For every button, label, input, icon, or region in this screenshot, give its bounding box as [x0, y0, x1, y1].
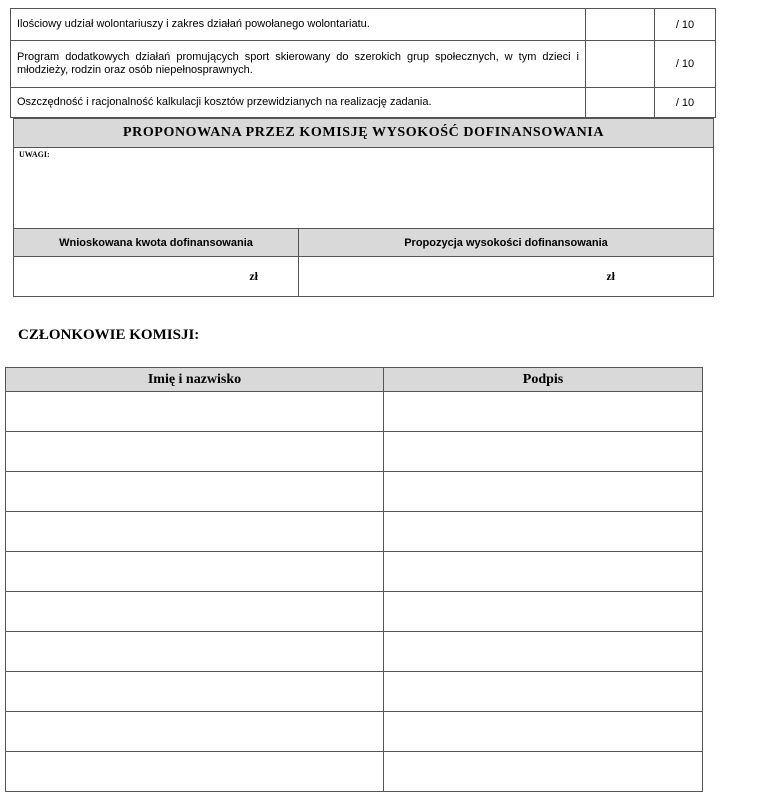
requested-amount-field[interactable]: [14, 257, 299, 297]
committee-title: CZŁONKOWIE KOMISJI:: [18, 327, 200, 343]
criterion-input-cell[interactable]: [586, 41, 655, 88]
notes-label: UWAGI:: [19, 150, 50, 159]
criterion-score: / 10: [655, 9, 716, 41]
member-row: [6, 552, 703, 592]
requested-amount-header: Wnioskowana kwota dofinansowania: [14, 229, 299, 257]
member-signature-field[interactable]: [384, 472, 703, 512]
member-signature-field[interactable]: [384, 712, 703, 752]
member-name-field[interactable]: [6, 592, 384, 632]
member-signature-field[interactable]: [384, 512, 703, 552]
member-name-field[interactable]: [6, 432, 384, 472]
member-row: [6, 592, 703, 632]
member-signature-field[interactable]: [384, 432, 703, 472]
member-signature-field[interactable]: [384, 552, 703, 592]
criterion-text: Oszczędność i racjonalność kalkulacji kosztów przewidzianych na realizację zadania.: [11, 88, 586, 118]
member-row: [6, 512, 703, 552]
member-signature-field[interactable]: [384, 592, 703, 632]
member-row: [6, 432, 703, 472]
name-column-header: Imię i nazwisko: [6, 368, 384, 392]
member-name-field[interactable]: [6, 512, 384, 552]
criterion-input-cell[interactable]: [586, 88, 655, 118]
member-row: [6, 472, 703, 512]
funding-proposal-table: [13, 118, 714, 297]
member-row: [6, 712, 703, 752]
member-signature-field[interactable]: [384, 672, 703, 712]
criterion-score: / 10: [655, 41, 716, 88]
member-name-field[interactable]: [6, 632, 384, 672]
member-signature-field[interactable]: [384, 752, 703, 792]
member-name-field[interactable]: [6, 392, 384, 432]
member-signature-field[interactable]: [384, 392, 703, 432]
member-name-field[interactable]: [6, 712, 384, 752]
criterion-score: / 10: [655, 88, 716, 118]
criteria-row: [11, 41, 716, 88]
proposed-amount-header: Propozycja wysokości dofinansowania: [299, 229, 714, 257]
currency-label: zł: [249, 269, 258, 283]
member-row: [6, 392, 703, 432]
criterion-input-cell[interactable]: [586, 9, 655, 41]
member-name-field[interactable]: [6, 752, 384, 792]
member-signature-field[interactable]: [384, 632, 703, 672]
member-row: [6, 672, 703, 712]
currency-label: zł: [606, 269, 615, 283]
proposed-amount-field[interactable]: [299, 257, 714, 297]
signature-column-header: Podpis: [384, 368, 703, 392]
notes-field[interactable]: [14, 148, 714, 229]
member-row: [6, 632, 703, 672]
members-body: [6, 392, 703, 792]
committee-members-table: [5, 367, 703, 792]
criteria-row: [11, 9, 716, 41]
proposal-heading: PROPONOWANA PRZEZ KOMISJĘ WYSOKOŚĆ DOFINANSOWANIA: [14, 119, 714, 148]
member-name-field[interactable]: [6, 672, 384, 712]
criterion-text: Ilościowy udział wolontariuszy i zakres działań powołanego wolontariatu.: [11, 9, 586, 41]
member-name-field[interactable]: [6, 552, 384, 592]
member-row: [6, 752, 703, 792]
criteria-table: [10, 8, 716, 118]
criteria-row: [11, 88, 716, 118]
member-name-field[interactable]: [6, 472, 384, 512]
criterion-text: Program dodatkowych działań promujących sport skierowany do szerokich grup społecznych, w tym dzieci i młodzieży, rodzin oraz osób niepełnosprawnych.: [11, 41, 586, 88]
